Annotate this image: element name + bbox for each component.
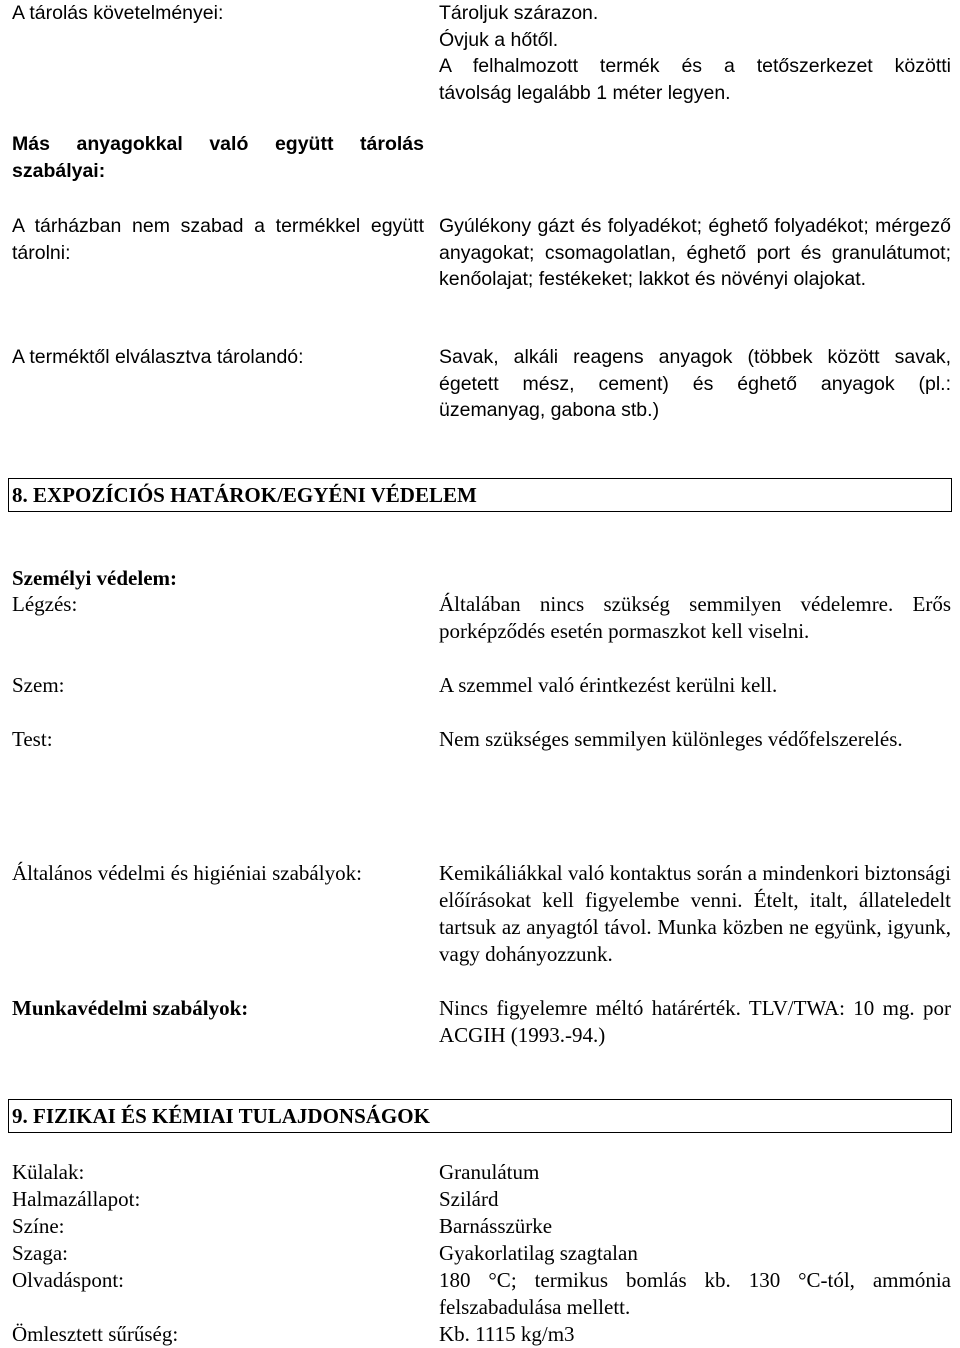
property-label: Ömlesztett sűrűség: xyxy=(12,1322,179,1346)
property-label: Szaga: xyxy=(12,1241,68,1265)
requirement-line: távolság legalább 1 méter legyen. xyxy=(439,81,731,104)
property-label: Halmazállapot: xyxy=(12,1187,141,1211)
body-text: Nem szükséges semmilyen különleges védőfelszerelés. xyxy=(439,727,903,751)
requirement-line: Tároljuk szárazon. xyxy=(439,2,599,24)
property-value: Gyakorlatilag szagtalan xyxy=(439,1241,638,1265)
breathing-text: Általában nincs szükség semmilyen védelemre. Erős porképződés esetén pormaszkot kell viselni. xyxy=(439,592,951,643)
property-value: Barnásszürke xyxy=(439,1214,553,1238)
property-label: Olvadáspont: xyxy=(12,1268,124,1292)
section-8-title: 8. EXPOZÍCIÓS HATÁROK/EGYÉNI VÉDELEM xyxy=(8,478,952,512)
safety-rules-label: Munkavédelmi szabályok: xyxy=(12,996,249,1020)
eye-label: Szem: xyxy=(12,673,65,697)
property-value: Kb. 1115 kg/m3 xyxy=(439,1322,575,1346)
requirement-line: Óvjuk a hőtől. xyxy=(439,28,559,51)
personal-protection-heading: Személyi védelem: xyxy=(12,566,178,590)
not-allowed-text: Gyúlékony gázt és folyadékot; éghető folyadékot; mérgező anyagokat; csomagolatlan, éghető port és granulátumot; kenőolajat; festékeket; lakkot és növényi olajokat. xyxy=(439,215,951,290)
property-value: 180 °C; termikus bomlás kb. 130 °C-tól, ammónia felszabadulása mellett. xyxy=(439,1268,951,1319)
joint-storage-heading: Más anyagokkal való együtt tárolás szabályai: xyxy=(12,133,424,182)
eye-text: A szemmel való érintkezést kerülni kell. xyxy=(439,673,778,697)
property-label: Külalak: xyxy=(12,1160,85,1184)
separate-storage-text: Savak, alkáli reagens anyagok (többek között savak, égetett mész, cement) és éghető anyagok (pl.: üzemanyag, gabona stb.) xyxy=(439,346,951,421)
property-value: Szilárd xyxy=(439,1187,499,1211)
property-value: Granulátum xyxy=(439,1160,540,1184)
section-9-title: 9. FIZIKAI ÉS KÉMIAI TULAJDONSÁGOK xyxy=(8,1099,952,1133)
requirement-line: A felhalmozott termék és a tetőszerkezet közötti xyxy=(439,55,951,77)
not-allowed-label: A tárházban nem szabad a termékkel együtt tárolni: xyxy=(12,215,424,264)
general-hygiene-text: Kemikáliákkal való kontaktus során a mindenkori biztonsági előírásokat kell figyelembe venni. Ételt, italt, állateledelt tartsuk az anyagtól távol. Munka közben ne együnk, igyunk, vagy dohányozzunk. xyxy=(439,861,951,966)
body-label: Test: xyxy=(12,727,53,751)
storage-requirements-label: A tárolás követelményei: xyxy=(12,2,224,24)
breathing-label: Légzés: xyxy=(12,592,78,616)
general-hygiene-label: Általános védelmi és higiéniai szabályok: xyxy=(12,861,362,885)
separate-storage-label: A terméktől elválasztva tárolandó: xyxy=(12,346,304,368)
property-label: Színe: xyxy=(12,1214,65,1238)
storage-requirements-text xyxy=(439,0,951,106)
safety-rules-text: Nincs figyelemre méltó határérték. TLV/TWA: 10 mg. por ACGIH (1993.-94.) xyxy=(439,996,951,1047)
